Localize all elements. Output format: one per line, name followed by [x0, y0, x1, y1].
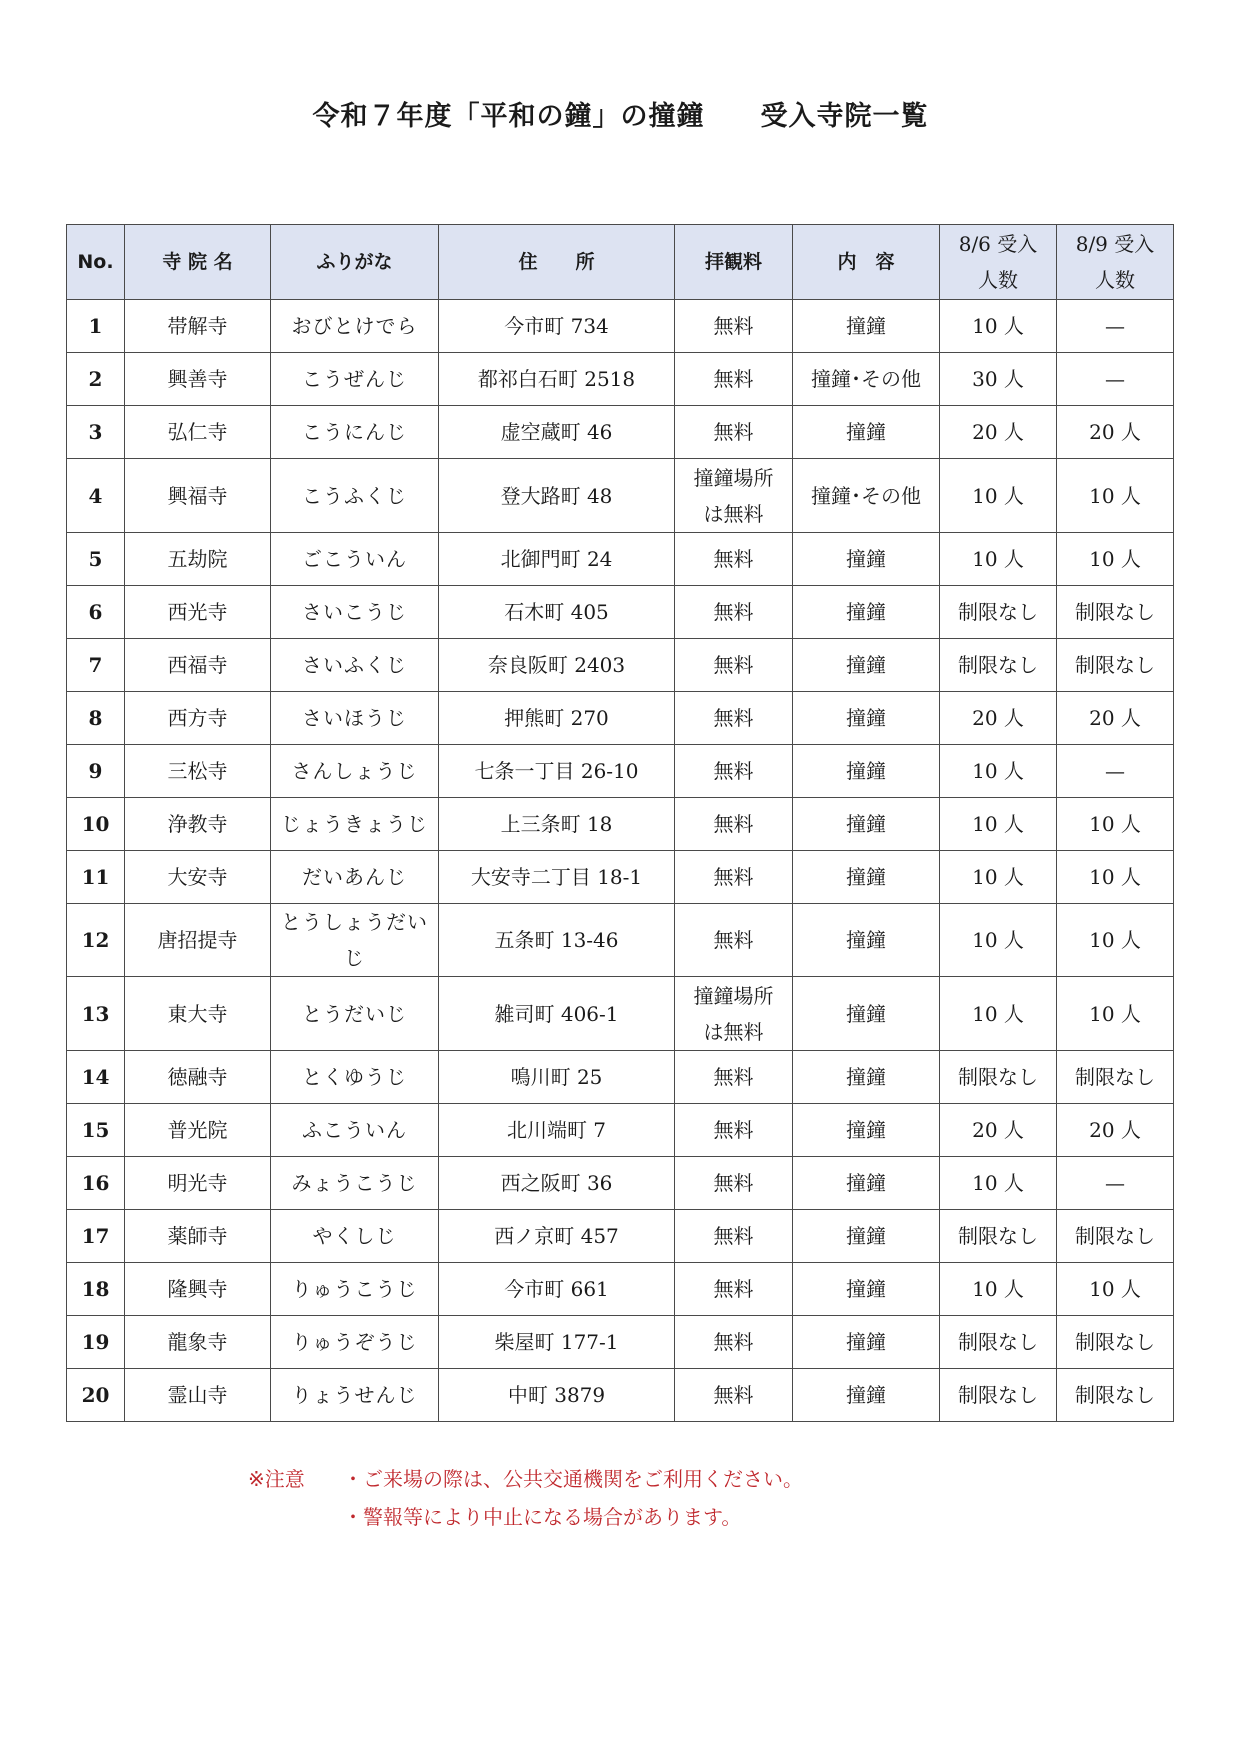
temple-name-cell: 西方寺 — [125, 692, 271, 745]
content-cell: 撞鐘 — [793, 639, 940, 692]
fee-cell: 無料 — [675, 851, 793, 904]
header-fee: 拝観料 — [675, 225, 793, 300]
note-line: ・ご来場の際は、公共交通機関をご利用ください。 — [343, 1467, 803, 1491]
aug9-capacity-cell: 制限なし — [1057, 1316, 1174, 1369]
temple-name-cell: 興善寺 — [125, 353, 271, 406]
row-number-cell: 18 — [67, 1263, 125, 1316]
header-aug6-line2: 人数 — [978, 268, 1018, 292]
address-cell: 石木町 405 — [439, 586, 675, 639]
address-cell: 北御門町 24 — [439, 533, 675, 586]
aug9-capacity-cell: 20 人 — [1057, 692, 1174, 745]
table-row — [67, 1263, 1174, 1316]
address-cell: 柴屋町 177-1 — [439, 1316, 675, 1369]
address-cell: 西之阪町 36 — [439, 1157, 675, 1210]
table-row — [67, 904, 1174, 977]
temple-name-cell: 浄教寺 — [125, 798, 271, 851]
row-number-cell: 5 — [67, 533, 125, 586]
notes-label: ※注意 — [248, 1467, 305, 1491]
table-row — [67, 406, 1174, 459]
fee-cell: 無料 — [675, 533, 793, 586]
aug9-capacity-cell: 10 人 — [1057, 533, 1174, 586]
content-cell: 撞鐘 — [793, 1263, 940, 1316]
furigana-cell: こうにんじ — [271, 406, 439, 459]
temple-name-cell: 大安寺 — [125, 851, 271, 904]
content-cell: 撞鐘 — [793, 851, 940, 904]
header-no: No. — [67, 225, 125, 300]
aug6-capacity-cell: 10 人 — [940, 1263, 1057, 1316]
temple-name-cell: 霊山寺 — [125, 1369, 271, 1422]
fee-cell — [675, 977, 793, 1051]
address-cell: 虚空蔵町 46 — [439, 406, 675, 459]
furigana-cell: おびとけでら — [271, 300, 439, 353]
furigana-cell: りゅうぞうじ — [271, 1316, 439, 1369]
aug6-capacity-cell: 10 人 — [940, 851, 1057, 904]
address-cell: 雑司町 406-1 — [439, 977, 675, 1051]
address-cell: 中町 3879 — [439, 1369, 675, 1422]
aug6-capacity-cell: 制限なし — [940, 1210, 1057, 1263]
furigana-cell: さいこうじ — [271, 586, 439, 639]
header-aug9-line1: 8/9 受入 — [1075, 232, 1155, 256]
address-cell: 今市町 734 — [439, 300, 675, 353]
address-cell: 押熊町 270 — [439, 692, 675, 745]
furigana-cell: さんしょうじ — [271, 745, 439, 798]
row-number-cell: 11 — [67, 851, 125, 904]
aug9-capacity-cell: — — [1057, 745, 1174, 798]
row-number-cell: 6 — [67, 586, 125, 639]
row-number-cell: 16 — [67, 1157, 125, 1210]
header-content: 内 容 — [793, 225, 940, 300]
content-cell: 撞鐘 — [793, 977, 940, 1051]
content-cell: 撞鐘 — [793, 1316, 940, 1369]
content-cell: 撞鐘 — [793, 406, 940, 459]
content-cell: 撞鐘 — [793, 1210, 940, 1263]
aug6-capacity-cell: 制限なし — [940, 586, 1057, 639]
content-cell: 撞鐘 — [793, 1369, 940, 1422]
furigana-cell: だいあんじ — [271, 851, 439, 904]
aug6-capacity-cell: 20 人 — [940, 692, 1057, 745]
fee-cell: 無料 — [675, 692, 793, 745]
row-number-cell: 4 — [67, 459, 125, 533]
table-body — [67, 300, 1174, 1422]
furigana-cell: とうだいじ — [271, 977, 439, 1051]
table-row — [67, 798, 1174, 851]
furigana-cell: とうしょうだいじ — [271, 904, 439, 977]
furigana-cell: こうふくじ — [271, 459, 439, 533]
temple-name-cell: 興福寺 — [125, 459, 271, 533]
aug9-capacity-cell: 10 人 — [1057, 904, 1174, 977]
furigana-cell: ごこういん — [271, 533, 439, 586]
aug9-capacity-cell: 制限なし — [1057, 1210, 1174, 1263]
row-number-cell: 9 — [67, 745, 125, 798]
row-number-cell: 15 — [67, 1104, 125, 1157]
row-number-cell: 13 — [67, 977, 125, 1051]
fee-cell: 無料 — [675, 1210, 793, 1263]
aug9-capacity-cell: 制限なし — [1057, 1369, 1174, 1422]
aug9-capacity-cell: 制限なし — [1057, 639, 1174, 692]
address-cell: 鳴川町 25 — [439, 1051, 675, 1104]
header-temple-name: 寺 院 名 — [125, 225, 271, 300]
table-row — [67, 1316, 1174, 1369]
fee-cell: 無料 — [675, 1316, 793, 1369]
table-row — [67, 692, 1174, 745]
aug6-capacity-cell: 制限なし — [940, 1051, 1057, 1104]
content-cell: 撞鐘 — [793, 798, 940, 851]
row-number-cell: 7 — [67, 639, 125, 692]
row-number-cell: 19 — [67, 1316, 125, 1369]
aug6-capacity-cell: 制限なし — [940, 1316, 1057, 1369]
address-cell: 七条一丁目 26-10 — [439, 745, 675, 798]
row-number-cell: 2 — [67, 353, 125, 406]
content-cell: 撞鐘 — [793, 533, 940, 586]
temple-name-cell: 普光院 — [125, 1104, 271, 1157]
fee-cell: 無料 — [675, 745, 793, 798]
table-row — [67, 1104, 1174, 1157]
furigana-cell: みょうこうじ — [271, 1157, 439, 1210]
row-number-cell: 17 — [67, 1210, 125, 1263]
table-header-row — [67, 225, 1174, 300]
aug9-capacity-cell: — — [1057, 1157, 1174, 1210]
table-row — [67, 851, 1174, 904]
address-cell: 登大路町 48 — [439, 459, 675, 533]
aug6-capacity-cell: 10 人 — [940, 977, 1057, 1051]
address-cell: 今市町 661 — [439, 1263, 675, 1316]
fee-cell: 無料 — [675, 904, 793, 977]
address-cell: 五条町 13-46 — [439, 904, 675, 977]
fee-cell: 無料 — [675, 1157, 793, 1210]
aug9-capacity-cell: 制限なし — [1057, 1051, 1174, 1104]
aug6-capacity-cell: 20 人 — [940, 406, 1057, 459]
row-number-cell: 10 — [67, 798, 125, 851]
row-number-cell: 1 — [67, 300, 125, 353]
fee-cell: 無料 — [675, 406, 793, 459]
header-furigana: ふりがな — [271, 225, 439, 300]
aug6-capacity-cell: 10 人 — [940, 1157, 1057, 1210]
fee-line: は無料 — [703, 501, 764, 526]
table-row — [67, 1369, 1174, 1422]
row-number-cell: 8 — [67, 692, 125, 745]
temple-name-cell: 龍象寺 — [125, 1316, 271, 1369]
furigana-cell: さいふくじ — [271, 639, 439, 692]
aug6-capacity-cell: 10 人 — [940, 459, 1057, 533]
address-cell: 大安寺二丁目 18-1 — [439, 851, 675, 904]
aug9-capacity-cell: 10 人 — [1057, 798, 1174, 851]
table-row — [67, 533, 1174, 586]
fee-cell: 無料 — [675, 1051, 793, 1104]
content-cell: 撞鐘 — [793, 1051, 940, 1104]
temple-name-cell: 薬師寺 — [125, 1210, 271, 1263]
row-number-cell: 14 — [67, 1051, 125, 1104]
content-cell: 撞鐘 — [793, 692, 940, 745]
furigana-cell: こうぜんじ — [271, 353, 439, 406]
table-row — [67, 977, 1174, 1051]
temple-name-cell: 明光寺 — [125, 1157, 271, 1210]
aug9-capacity-cell: 10 人 — [1057, 459, 1174, 533]
content-cell: 撞鐘･その他 — [793, 353, 940, 406]
aug9-capacity-cell: — — [1057, 300, 1174, 353]
page-title: 令和７年度「平和の鐘」の撞鐘 受入寺院一覧 — [312, 101, 929, 132]
content-cell: 撞鐘 — [793, 904, 940, 977]
fee-cell: 無料 — [675, 300, 793, 353]
furigana-cell: やくしじ — [271, 1210, 439, 1263]
notes-section — [248, 1460, 803, 1536]
aug6-capacity-cell: 10 人 — [940, 745, 1057, 798]
temple-name-cell: 東大寺 — [125, 977, 271, 1051]
table-row — [67, 1051, 1174, 1104]
header-aug9-line2: 人数 — [1095, 268, 1135, 292]
address-cell: 奈良阪町 2403 — [439, 639, 675, 692]
content-cell: 撞鐘 — [793, 1157, 940, 1210]
temple-name-cell: 西光寺 — [125, 586, 271, 639]
aug6-capacity-cell: 制限なし — [940, 1369, 1057, 1422]
aug9-capacity-cell: 20 人 — [1057, 406, 1174, 459]
row-number-cell: 20 — [67, 1369, 125, 1422]
table-row — [67, 639, 1174, 692]
fee-cell — [675, 459, 793, 533]
content-cell: 撞鐘 — [793, 300, 940, 353]
temple-name-cell: 隆興寺 — [125, 1263, 271, 1316]
header-address: 住 所 — [439, 225, 675, 300]
temple-name-cell: 三松寺 — [125, 745, 271, 798]
header-aug9-capacity — [1057, 225, 1174, 300]
fee-cell: 無料 — [675, 353, 793, 406]
furigana-cell: さいほうじ — [271, 692, 439, 745]
address-cell: 北川端町 7 — [439, 1104, 675, 1157]
fee-cell: 無料 — [675, 1369, 793, 1422]
temple-name-cell: 唐招提寺 — [125, 904, 271, 977]
table-row — [67, 1157, 1174, 1210]
furigana-cell: りゅうこうじ — [271, 1263, 439, 1316]
content-cell: 撞鐘 — [793, 1104, 940, 1157]
aug6-capacity-cell: 20 人 — [940, 1104, 1057, 1157]
aug6-capacity-cell: 10 人 — [940, 533, 1057, 586]
aug6-capacity-cell: 制限なし — [940, 639, 1057, 692]
table-row — [67, 300, 1174, 353]
temple-name-cell: 帯解寺 — [125, 300, 271, 353]
row-number-cell: 12 — [67, 904, 125, 977]
aug9-capacity-cell: 10 人 — [1057, 1263, 1174, 1316]
address-cell: 西ノ京町 457 — [439, 1210, 675, 1263]
note-line: ・警報等により中止になる場合があります。 — [343, 1505, 742, 1529]
fee-line: は無料 — [703, 1019, 764, 1044]
aug6-capacity-cell: 10 人 — [940, 798, 1057, 851]
fee-cell: 無料 — [675, 1263, 793, 1316]
aug9-capacity-cell: — — [1057, 353, 1174, 406]
table-row — [67, 353, 1174, 406]
fee-cell: 無料 — [675, 798, 793, 851]
aug6-capacity-cell: 10 人 — [940, 300, 1057, 353]
furigana-cell: ふこういん — [271, 1104, 439, 1157]
temple-table — [66, 224, 1174, 1422]
temple-name-cell: 五劫院 — [125, 533, 271, 586]
table-row — [67, 459, 1174, 533]
header-aug6-capacity — [940, 225, 1057, 300]
table-row — [67, 586, 1174, 639]
temple-name-cell: 弘仁寺 — [125, 406, 271, 459]
fee-cell: 無料 — [675, 1104, 793, 1157]
fee-cell: 無料 — [675, 586, 793, 639]
furigana-cell: りょうせんじ — [271, 1369, 439, 1422]
fee-line: 撞鐘場所 — [693, 983, 774, 1008]
address-cell: 都祁白石町 2518 — [439, 353, 675, 406]
furigana-cell: とくゆうじ — [271, 1051, 439, 1104]
content-cell: 撞鐘･その他 — [793, 459, 940, 533]
aug6-capacity-cell: 30 人 — [940, 353, 1057, 406]
row-number-cell: 3 — [67, 406, 125, 459]
content-cell: 撞鐘 — [793, 586, 940, 639]
table-row — [67, 745, 1174, 798]
address-cell: 上三条町 18 — [439, 798, 675, 851]
aug6-capacity-cell: 10 人 — [940, 904, 1057, 977]
aug9-capacity-cell: 10 人 — [1057, 977, 1174, 1051]
header-aug6-line1: 8/6 受入 — [958, 232, 1038, 256]
temple-name-cell: 徳融寺 — [125, 1051, 271, 1104]
aug9-capacity-cell: 10 人 — [1057, 851, 1174, 904]
fee-cell: 無料 — [675, 639, 793, 692]
temple-name-cell: 西福寺 — [125, 639, 271, 692]
fee-line: 撞鐘場所 — [693, 465, 774, 490]
table-row — [67, 1210, 1174, 1263]
aug9-capacity-cell: 制限なし — [1057, 586, 1174, 639]
content-cell: 撞鐘 — [793, 745, 940, 798]
aug9-capacity-cell: 20 人 — [1057, 1104, 1174, 1157]
furigana-cell: じょうきょうじ — [271, 798, 439, 851]
